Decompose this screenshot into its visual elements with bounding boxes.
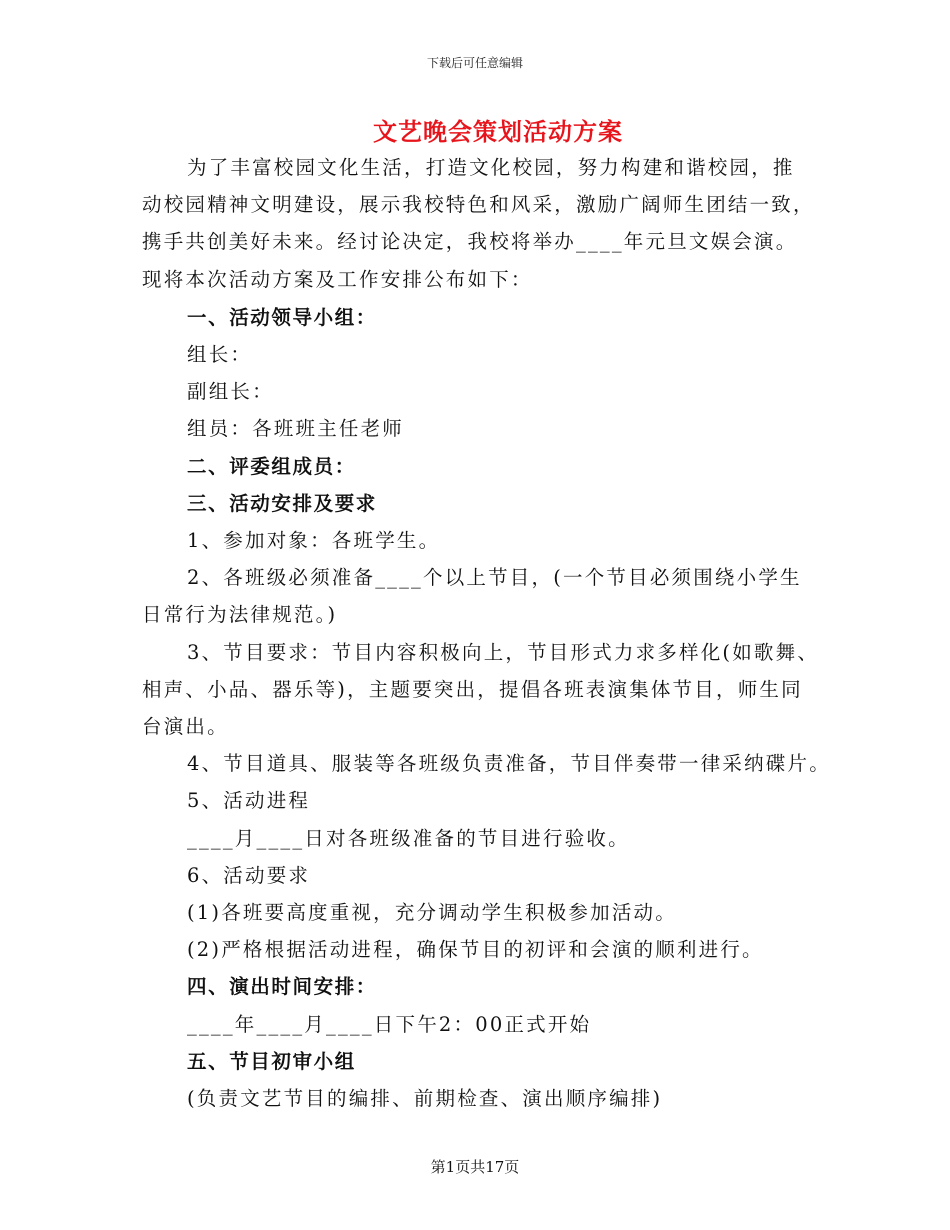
document-title: 文艺晚会策划活动方案	[373, 117, 623, 146]
section-3-item-5: 5、活动进程	[187, 789, 311, 812]
section-3-item-6-sub-2: (2)严格根据活动进程，确保节目的初评和会演的顺利进行。	[187, 938, 764, 961]
section-3-item-2-line-2: 日常行为法律规范。)	[142, 603, 338, 626]
paragraph-intro-line-4: 现将本次活动方案及工作安排公布如下：	[142, 268, 533, 291]
paragraph-intro-line-2: 动校园精神文明建设，展示我校特色和风采，激励广阔师生团结一致，	[142, 193, 815, 216]
header-note: 下载后可任意编辑	[426, 56, 523, 70]
section-1-heading: 一、活动领导小组：	[187, 306, 377, 329]
leader-line: 组长：	[187, 343, 253, 366]
section-3-item-1: 1、参加对象：各班学生。	[187, 529, 441, 552]
section-3-item-3-line-1: 3、节目要求：节目内容积极向上，节目形式力求多样化(如歌舞、	[187, 641, 820, 664]
paragraph-intro-line-3: 携手共创美好未来。经讨论决定，我校将举办____年元旦文娱会演。	[142, 230, 798, 253]
section-2-heading: 二、评委组成员：	[187, 455, 356, 478]
section-3-item-3-line-2: 相声、小品、器乐等)，主题要突出，提倡各班表演集体节目，师生同	[142, 678, 803, 701]
section-3-item-5-detail: ____月____日对各班级准备的节目进行验收。	[187, 827, 630, 850]
section-4-detail: ____年____月____日下午2：00正式开始	[187, 1013, 592, 1036]
section-3-item-2-line-1: 2、各班级必须准备____个以上节目，(一个节目必须围绕小学生	[187, 566, 802, 589]
section-5-detail: (负责文艺节目的编排、前期检查、演出顺序编排)	[187, 1087, 663, 1110]
section-3-item-4: 4、节目道具、服装等各班级负责准备，节目伴奏带一律采纳碟片。	[187, 752, 831, 775]
members-line: 组员：各班班主任老师	[187, 417, 405, 440]
vice-leader-line: 副组长：	[187, 380, 274, 403]
section-3-item-3-line-3: 台演出。	[142, 715, 229, 738]
section-3-item-6-sub-1: (1)各班要高度重视，充分调动学生积极参加活动。	[187, 901, 677, 924]
section-5-heading: 五、节目初审小组	[187, 1050, 356, 1073]
section-3-item-6: 6、活动要求	[187, 864, 311, 887]
paragraph-intro-line-1: 为了丰富校园文化生活，打造文化校园，努力构建和谐校园，推	[187, 156, 795, 179]
page-footer: 第1页共17页	[430, 1158, 520, 1176]
section-4-heading: 四、演出时间安排：	[187, 975, 377, 998]
section-3-heading: 三、活动安排及要求	[187, 492, 377, 515]
